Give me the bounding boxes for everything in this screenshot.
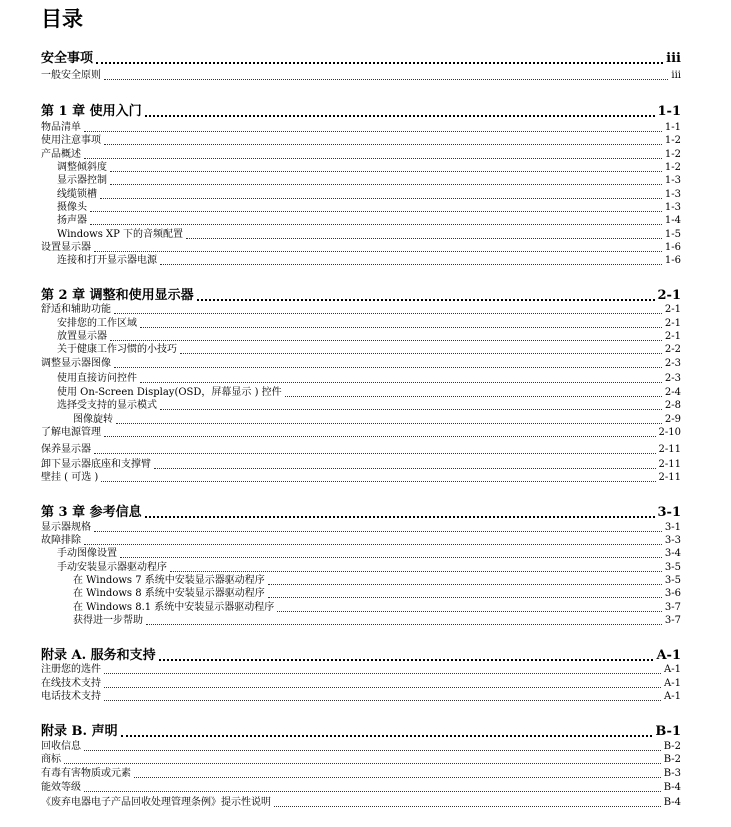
toc-entry[interactable] (41, 254, 681, 267)
toc-entry-page-number: 2-3 (664, 373, 681, 384)
toc-entry[interactable] (41, 357, 681, 370)
toc-entry-page-number: 1-3 (664, 175, 681, 186)
toc-entry-label: 显示器控制 (57, 175, 107, 186)
dot-leader (145, 106, 655, 117)
toc-entry[interactable] (41, 413, 681, 426)
toc-entry[interactable] (41, 386, 681, 399)
dot-leader (116, 415, 662, 424)
toc-entry-label: 使用 On-Screen Display(OSD，屏幕显示 ) 控件 (57, 387, 282, 398)
toc-entry-page-number: 2-11 (658, 444, 681, 455)
toc-entry-page-number: 1-6 (664, 242, 681, 253)
dot-leader (101, 473, 655, 482)
toc-entry[interactable] (41, 343, 681, 356)
dot-leader (90, 203, 662, 212)
toc-entry[interactable] (41, 663, 681, 676)
toc-entry[interactable] (41, 214, 681, 227)
toc-entry[interactable] (41, 796, 681, 809)
toc-entry-label: 安排您的工作区域 (57, 318, 137, 329)
dot-leader (186, 230, 662, 239)
toc-entry-page-number: 1-1 (664, 122, 681, 133)
toc-entry[interactable] (41, 443, 681, 456)
toc-entry-page-number: 2-4 (664, 387, 681, 398)
toc-entry[interactable] (41, 547, 681, 560)
toc-entry-page-number: 1-6 (664, 255, 681, 266)
dot-leader (180, 345, 662, 354)
toc-entry-label: 了解电源管理 (41, 427, 101, 438)
toc-entry-page-number: 2-1 (664, 304, 681, 315)
toc-entry-page-number: 3-4 (664, 548, 681, 559)
toc-entry-label: 故障排除 (41, 535, 81, 546)
toc-entry-label: 安全事项 (41, 51, 94, 66)
toc-entry-label: 舒适和辅助功能 (41, 304, 111, 315)
toc-entry-label: 获得进一步帮助 (73, 615, 143, 626)
dot-leader (100, 190, 662, 199)
toc-entry[interactable] (41, 201, 681, 214)
toc-entry-page-number: A-1 (664, 691, 681, 702)
dot-leader (96, 53, 663, 64)
dot-leader (145, 507, 655, 518)
toc-entry[interactable] (41, 148, 681, 161)
toc-entry[interactable] (41, 174, 681, 187)
toc-entry[interactable] (41, 534, 681, 547)
toc-entry-page-number: 2-1 (664, 318, 681, 329)
dot-leader (84, 123, 662, 132)
dot-leader (104, 428, 656, 437)
toc-entry[interactable] (41, 690, 681, 703)
toc-entry-label: 附录 A. 服务和支持 (41, 648, 156, 663)
toc-entry-label: 摄像头 (57, 202, 87, 213)
toc-entry-label: 第 1 章 使用入门 (41, 104, 142, 119)
dot-leader (160, 401, 662, 410)
toc-entry-label: 手动图像设置 (57, 548, 117, 559)
toc-entry[interactable] (41, 601, 681, 614)
toc-entry-label: 产品概述 (41, 149, 81, 160)
toc-entry-page-number: 1-1 (657, 104, 681, 119)
toc-entry-page-number: 3-5 (664, 562, 681, 573)
toc-entry[interactable] (41, 587, 681, 600)
dot-leader (84, 742, 661, 751)
toc-entry-label: 在 Windows 7 系统中安装显示器驱动程序 (73, 575, 265, 586)
toc-entry-page-number: 3-1 (664, 522, 681, 533)
toc-chapter-entry[interactable] (41, 51, 681, 67)
toc-entry-page-number: 3-7 (664, 615, 681, 626)
toc-entry[interactable] (41, 677, 681, 690)
toc-entry-label: 使用注意事项 (41, 135, 101, 146)
toc-entry[interactable] (41, 161, 681, 174)
toc-entry-label: 调整倾斜度 (57, 162, 107, 173)
toc-entry-label: 一般安全原则 (41, 70, 101, 81)
toc-entry-label: 图像旋转 (73, 414, 113, 425)
toc-entry-page-number: 1-2 (664, 135, 681, 146)
toc-entry-label: 能效等级 (41, 782, 81, 793)
page-title: 目录 (41, 7, 83, 31)
dot-leader (84, 150, 662, 159)
toc-entry-page-number: 1-3 (664, 202, 681, 213)
toc-entry-label: 设置显示器 (41, 242, 91, 253)
toc-entry[interactable] (41, 458, 681, 471)
toc-entry-label: 使用直接访问控件 (57, 373, 137, 384)
dot-leader (104, 665, 661, 674)
toc-entry[interactable] (41, 134, 681, 147)
toc-entry[interactable] (41, 241, 681, 254)
toc-entry-label: 关于健康工作习惯的小技巧 (57, 344, 177, 355)
toc-entry-page-number: 2-11 (658, 459, 681, 470)
dot-leader (120, 549, 662, 558)
dot-leader (110, 332, 662, 341)
toc-entry-page-number: B-1 (655, 724, 681, 739)
dot-leader (110, 163, 662, 172)
dot-leader (140, 319, 662, 328)
toc-entry-page-number: 2-1 (657, 288, 681, 303)
toc-chapter-entry[interactable] (41, 104, 681, 120)
toc-entry-label: 扬声器 (57, 215, 87, 226)
toc-chapter-entry[interactable] (41, 288, 681, 304)
toc-entry-label: Windows XP 下的音频配置 (57, 229, 184, 240)
toc-entry-label: 连接和打开显示器电源 (57, 255, 157, 266)
toc-entry-label: 线缆锁槽 (57, 189, 97, 200)
toc-entry-page-number: 2-10 (658, 427, 681, 438)
toc-entry-page-number: 3-3 (664, 535, 681, 546)
toc-entry-label: 壁挂 ( 可选 ) (41, 472, 99, 483)
toc-entry-label: 第 3 章 参考信息 (41, 505, 142, 520)
dot-leader (197, 290, 655, 301)
toc-chapter-entry[interactable] (41, 648, 681, 664)
toc-entry[interactable] (41, 561, 681, 574)
toc-entry-page-number: iii (666, 51, 681, 66)
dot-leader (159, 650, 654, 661)
toc-entry[interactable] (41, 330, 681, 343)
dot-leader (114, 359, 662, 368)
toc-entry-page-number: B-3 (663, 768, 681, 779)
toc-entry-page-number: 3-1 (657, 505, 681, 520)
dot-leader (146, 616, 662, 625)
dot-leader (114, 305, 662, 314)
toc-entry-page-number: 1-2 (664, 149, 681, 160)
dot-leader (94, 445, 656, 454)
toc-entry-label: 回收信息 (41, 741, 81, 752)
toc-entry-label: 注册您的选件 (41, 664, 101, 675)
dot-leader (154, 460, 656, 469)
toc-entry[interactable] (41, 614, 681, 627)
toc-entry-label: 在线技术支持 (41, 678, 101, 689)
toc-entry-page-number: 3-5 (664, 575, 681, 586)
toc-entry-label: 电话技术支持 (41, 691, 101, 702)
dot-leader (104, 71, 668, 80)
dot-leader (104, 679, 661, 688)
toc-entry-label: 商标 (41, 754, 61, 765)
toc-entry-page-number: B-2 (663, 741, 681, 752)
toc-entry-page-number: B-4 (663, 782, 681, 793)
toc-entry[interactable] (41, 317, 681, 330)
toc-entry[interactable] (41, 781, 681, 794)
dot-leader (134, 769, 661, 778)
toc-entry-page-number: 1-4 (664, 215, 681, 226)
toc-entry-page-number: A-1 (664, 664, 681, 675)
dot-leader (94, 243, 662, 252)
toc-entry-label: 物品清单 (41, 122, 81, 133)
dot-leader (104, 692, 661, 701)
dot-leader (104, 136, 662, 145)
toc-entry-page-number: 2-3 (664, 358, 681, 369)
dot-leader (170, 563, 662, 572)
toc-entry-page-number: 3-6 (664, 588, 681, 599)
toc-entry-page-number: 2-9 (664, 414, 681, 425)
dot-leader (268, 576, 662, 585)
toc-entry[interactable] (41, 753, 681, 766)
dot-leader (277, 603, 662, 612)
toc-entry-label: 卸下显示器底座和支撑臂 (41, 459, 151, 470)
toc-entry-label: 附录 B. 声明 (41, 724, 118, 739)
toc-entry-page-number: 2-8 (664, 400, 681, 411)
dot-leader (110, 176, 662, 185)
toc-entry[interactable] (41, 740, 681, 753)
dot-leader (121, 726, 653, 737)
toc-entry-label: 在 Windows 8 系统中安装显示器驱动程序 (73, 588, 265, 599)
toc-entry[interactable] (41, 521, 681, 534)
toc-entry[interactable] (41, 188, 681, 201)
toc-entry[interactable] (41, 69, 681, 82)
toc-entry[interactable] (41, 767, 681, 780)
toc-entry-page-number: 2-2 (664, 344, 681, 355)
dot-leader (84, 536, 662, 545)
toc-entry[interactable] (41, 426, 681, 439)
toc-chapter-entry[interactable] (41, 724, 681, 740)
toc-entry-page-number: B-2 (663, 754, 681, 765)
toc-entry-page-number: 3-7 (664, 602, 681, 613)
toc-entry-page-number: B-4 (663, 797, 681, 808)
toc-entry-page-number: iii (671, 70, 681, 81)
dot-leader (94, 523, 662, 532)
toc-entry-page-number: 1-3 (664, 189, 681, 200)
toc-entry-label: 《废弃电器电子产品回收处理管理条例》提示性说明 (41, 797, 271, 808)
toc-entry-page-number: A-1 (664, 678, 681, 689)
toc-entry-label: 选择受支持的显示模式 (57, 400, 157, 411)
toc-entry-page-number: 2-1 (664, 331, 681, 342)
toc-entry-page-number: A-1 (656, 648, 681, 663)
toc-entry-page-number: 2-11 (658, 472, 681, 483)
toc-entry-page-number: 1-2 (664, 162, 681, 173)
toc-entry[interactable] (41, 303, 681, 316)
dot-leader (84, 783, 661, 792)
toc-entry-label: 在 Windows 8.1 系统中安装显示器驱动程序 (73, 602, 275, 613)
toc-entry-label: 调整显示器图像 (41, 358, 111, 369)
toc-entry-page-number: 1-5 (664, 229, 681, 240)
toc-entry[interactable] (41, 471, 681, 484)
dot-leader (90, 216, 662, 225)
toc-entry-label: 显示器规格 (41, 522, 91, 533)
dot-leader (64, 755, 661, 764)
toc-entry[interactable] (41, 399, 681, 412)
toc-entry-label: 手动安装显示器驱动程序 (57, 562, 167, 573)
dot-leader (268, 589, 662, 598)
toc-entry[interactable] (41, 121, 681, 134)
toc-entry-label: 有毒有害物质或元素 (41, 768, 131, 779)
dot-leader (285, 388, 662, 397)
dot-leader (274, 798, 661, 807)
toc-entry-label: 放置显示器 (57, 331, 107, 342)
dot-leader (160, 256, 662, 265)
toc-entry-label: 保养显示器 (41, 444, 91, 455)
dot-leader (140, 374, 662, 383)
toc-entry[interactable] (41, 372, 681, 385)
toc-entry[interactable] (41, 574, 681, 587)
toc-entry-label: 第 2 章 调整和使用显示器 (41, 288, 194, 303)
toc-chapter-entry[interactable] (41, 505, 681, 521)
toc-entry[interactable] (41, 228, 681, 241)
